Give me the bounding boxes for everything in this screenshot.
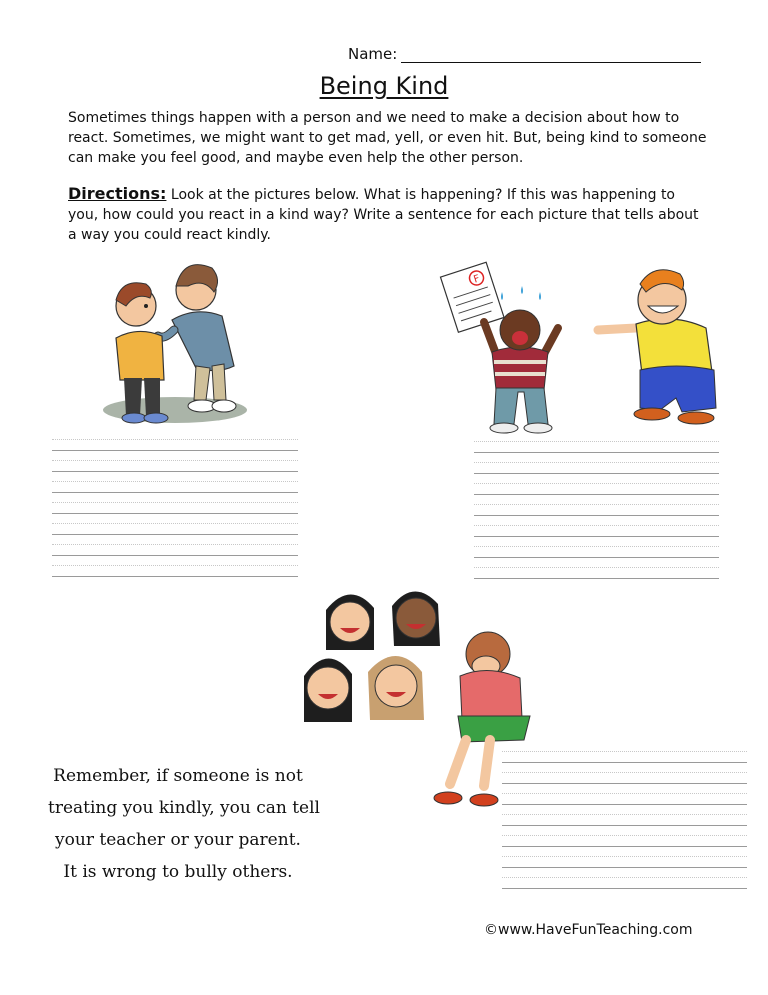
girls-laughing-at-crying-girl-illustration — [300, 580, 536, 812]
writing-lines-picture-3[interactable] — [502, 742, 747, 889]
reminder-line: It is wrong to bully others. — [63, 862, 293, 882]
page-title: Being Kind — [319, 72, 449, 100]
directions-label: Directions: — [68, 184, 167, 203]
directions-paragraph — [68, 184, 708, 245]
footer-copyright: ©www.HaveFunTeaching.com — [484, 922, 693, 938]
name-blank-line[interactable] — [401, 44, 701, 63]
reminder-text — [48, 760, 320, 888]
writing-lines-picture-2[interactable] — [474, 432, 719, 579]
reminder-line: Remember, if someone is not — [53, 766, 303, 786]
boy-pushing-boy-illustration — [100, 248, 250, 428]
reminder-line: treating you kindly, you can tell — [48, 798, 320, 818]
name-field[interactable] — [348, 44, 701, 63]
reminder-line: your teacher or your parent. — [55, 830, 301, 850]
writing-lines-picture-1[interactable] — [52, 430, 298, 577]
name-label: Name: — [348, 45, 398, 63]
paper-grade: F — [472, 273, 482, 286]
boy-laughing-at-crying-boy-illustration — [440, 262, 720, 442]
directions-text: Look at the pictures below. What is happening? If this was happening to you, how could you react in a kind way? Write a sentence for each picture that tells about a way you could react kindly. — [68, 187, 699, 243]
intro-paragraph: Sometimes things happen with a person and we need to make a decision about how to react. Sometimes, we might want to get mad, yell, or even hit. But, being kind to someone can make you feel good, and maybe even help the other person. — [68, 110, 707, 166]
